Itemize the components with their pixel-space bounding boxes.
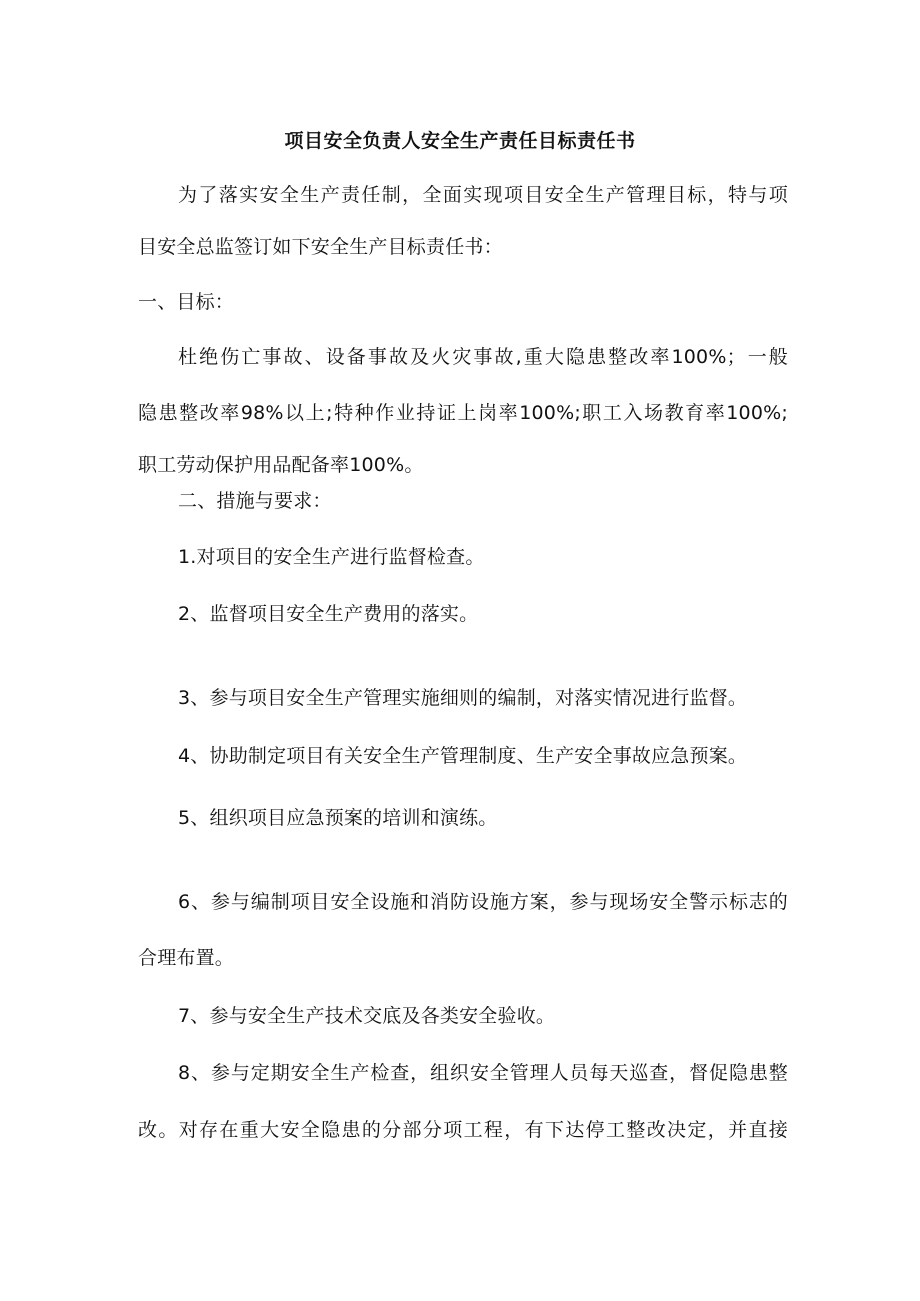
measure-item-6-line-2: 合理布置。 [138,947,235,969]
document-title: 项目安全负责人安全生产责任目标责任书 [284,130,636,152]
measure-item-5: 5、组织项目应急预案的培训和演练。 [178,807,498,829]
goals-paragraph-line-1: 杜绝伤亡事故、设备事故及火灾事故,重大隐患整改率100%；一般 [178,346,788,368]
intro-paragraph-line-1: 为了落实安全生产责任制，全面实现项目安全生产管理目标，特与项 [178,184,788,206]
measure-item-6-line-1: 6、参与编制项目安全设施和消防设施方案，参与现场安全警示标志的 [178,891,788,913]
measure-item-7: 7、参与安全生产技术交底及各类安全验收。 [178,1005,556,1027]
measure-item-8-line-1: 8、参与定期安全生产检查，组织安全管理人员每天巡查，督促隐患整 [178,1062,788,1084]
goals-paragraph-line-3: 职工劳动保护用品配备率100%。 [138,454,424,476]
section-heading-goals: 一、目标： [138,291,235,313]
measure-item-3: 3、参与项目安全生产管理实施细则的编制，对落实情况进行监督。 [178,687,748,709]
measure-item-4: 4、协助制定项目有关安全生产管理制度、生产安全事故应急预案。 [178,745,748,767]
section-heading-measures: 二、措施与要求： [178,490,332,512]
intro-paragraph-line-2: 目安全总监签订如下安全生产目标责任书： [138,236,503,258]
goals-paragraph-line-2: 隐患整改率98%以上;特种作业持证上岗率100%;职工入场教育率100%; [138,402,788,424]
measure-item-8-line-2: 改。对存在重大安全隐患的分部分项工程，有下达停工整改决定，并直接 [138,1119,788,1141]
measure-item-1: 1.对项目的安全生产进行监督检查。 [178,546,485,568]
measure-item-2: 2、监督项目安全生产费用的落实。 [178,603,479,625]
